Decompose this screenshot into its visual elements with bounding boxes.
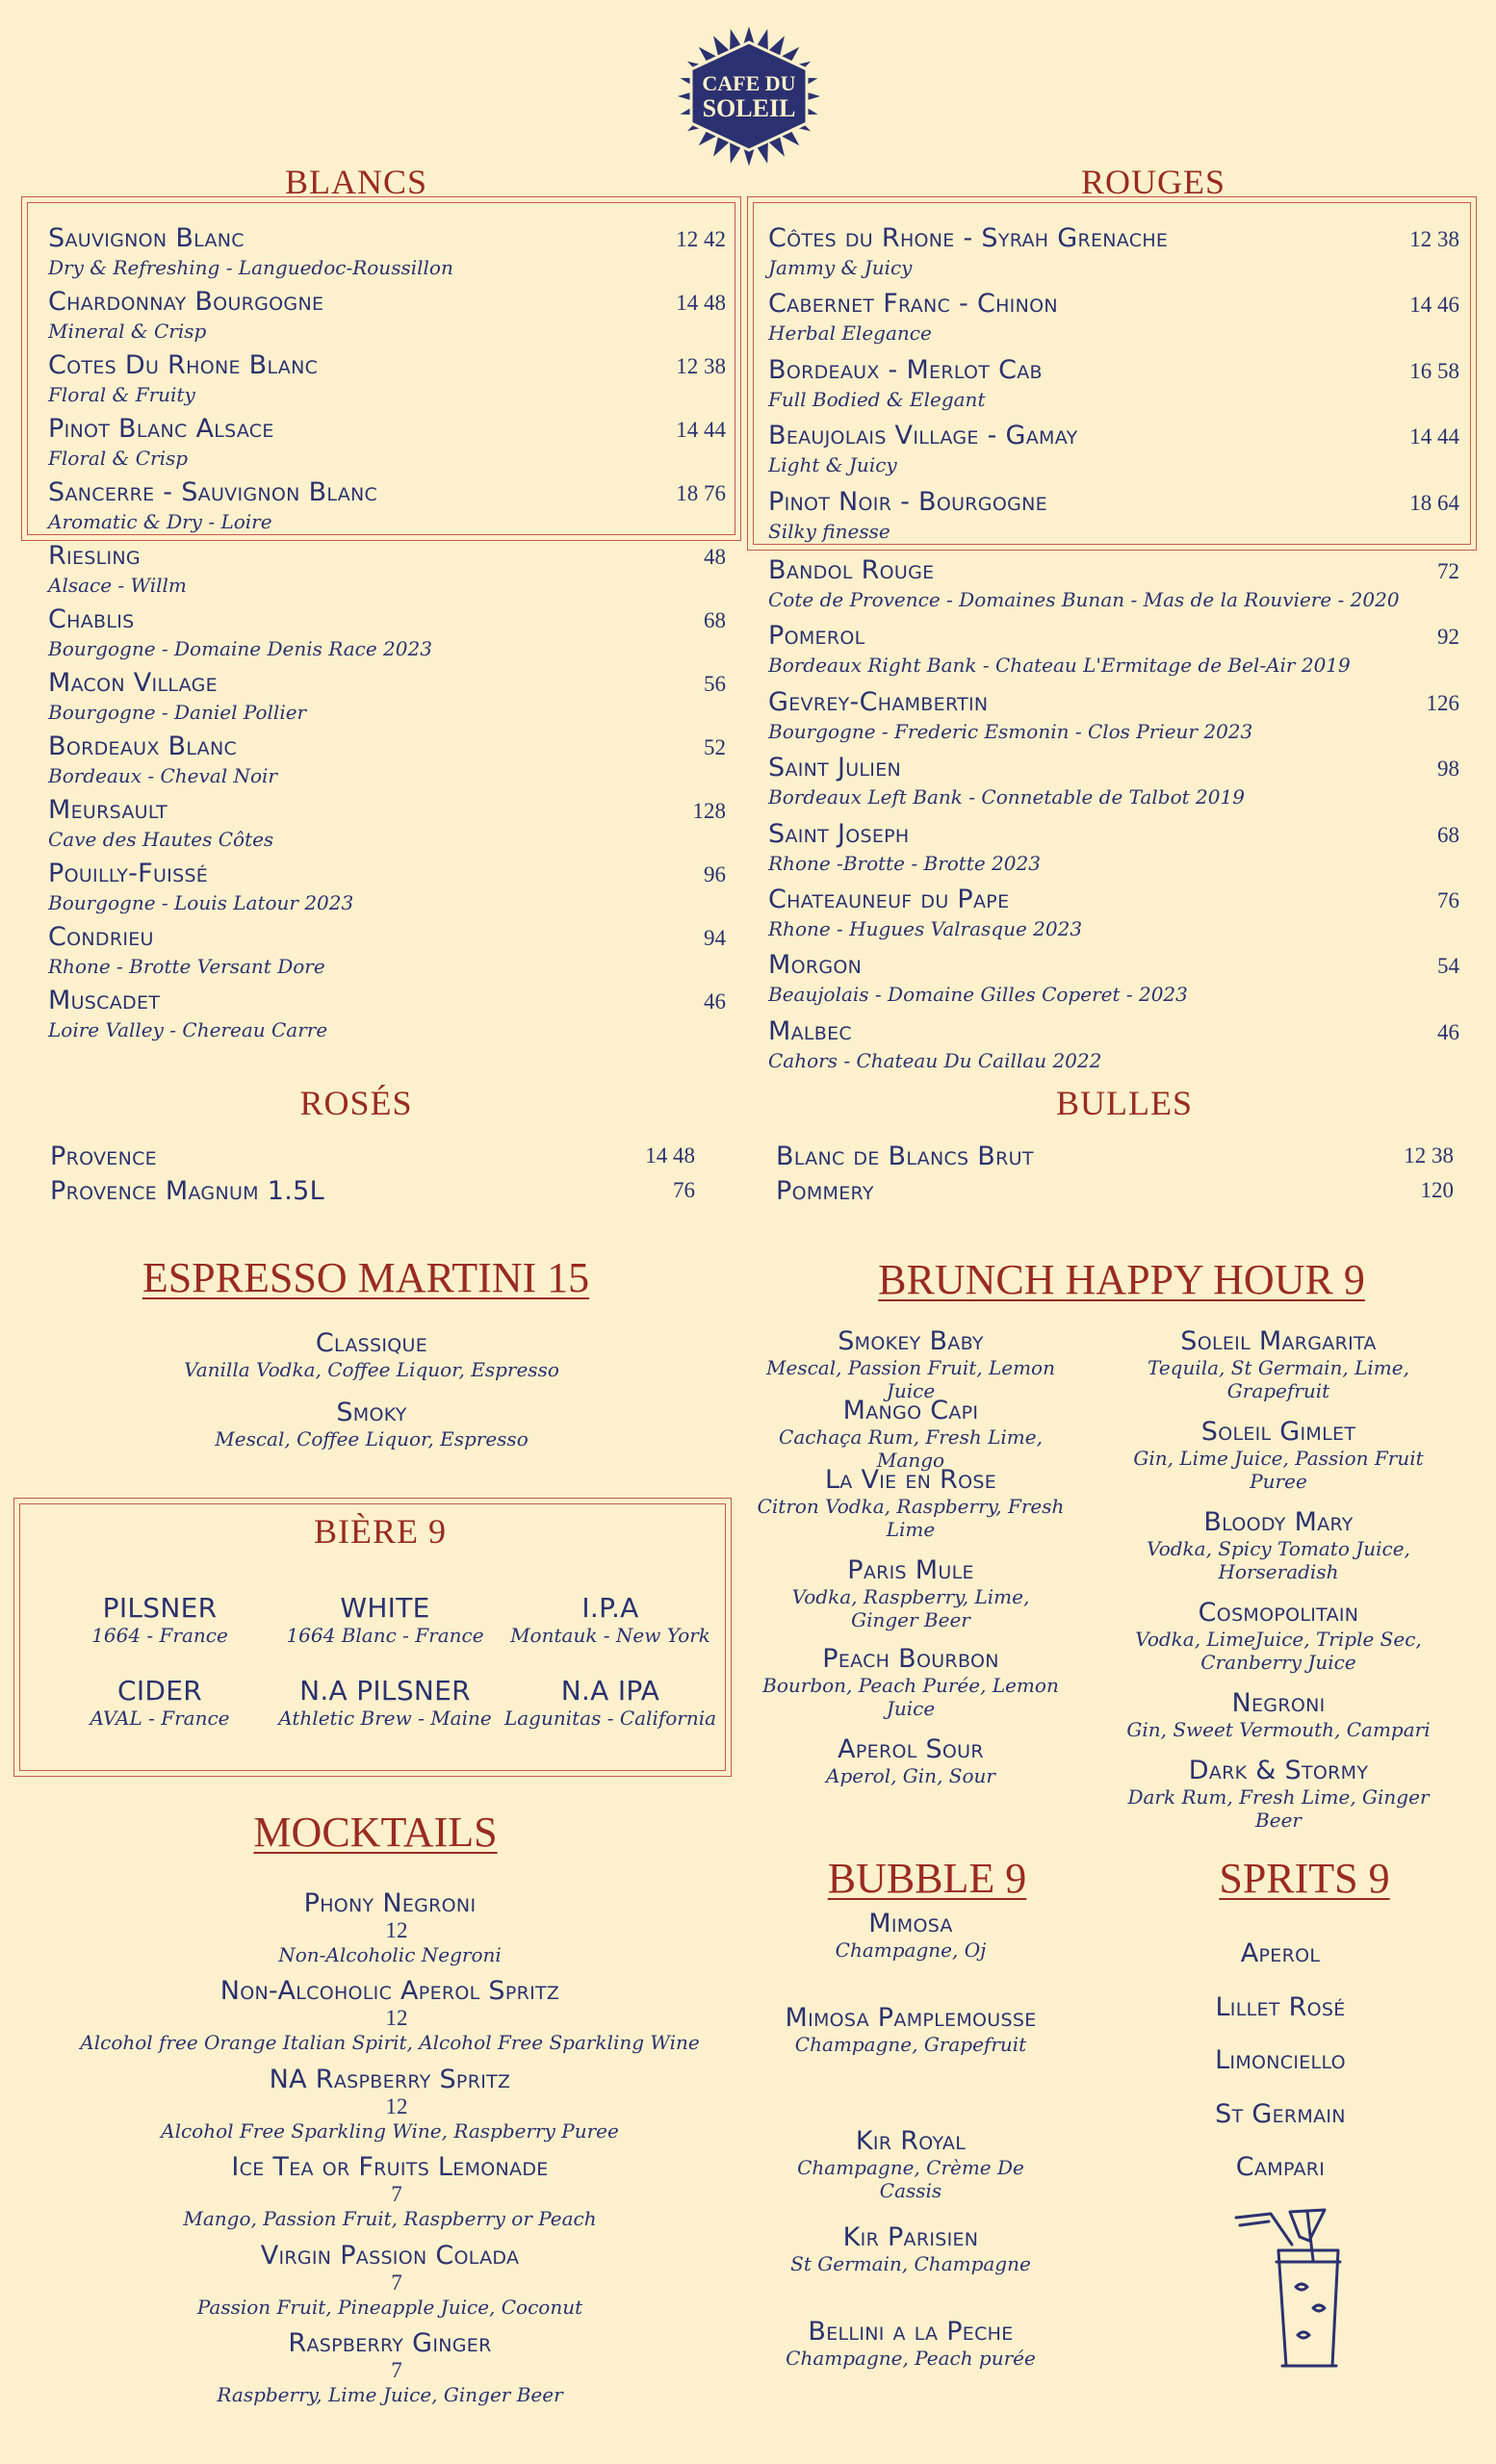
blancs-title: BLANCS (284, 163, 428, 201)
mocktail-title-line (58, 1976, 722, 2031)
biere-item (274, 1592, 496, 1647)
wine-price: 68 (1437, 822, 1459, 847)
wine-description: Bordeaux - Cheval Noir (48, 764, 277, 787)
wine-description: Jammy & Juicy (768, 256, 913, 279)
bubble-item-description: Champagne, Crème De Cassis (797, 2156, 1024, 2202)
wine-name: Pinot Noir - Bourgogne (768, 486, 1047, 517)
brunch-item-name: Peach Bourbon (822, 1644, 999, 1674)
wine-name: Macon Village (48, 668, 218, 698)
wine-price: 54 (1437, 954, 1459, 979)
blancs-wine-item (48, 795, 726, 855)
mocktail-description: Passion Fruit, Pineapple Juice, Coconut (196, 2295, 583, 2319)
wine-name: Morgon (768, 950, 863, 981)
rouges-wine-item (768, 753, 1459, 812)
brunch-item (1124, 1326, 1432, 1402)
mocktail-price: 7 (391, 2182, 402, 2207)
mocktail-item (58, 2241, 722, 2319)
brunch-item-description: Bourbon, Peach Purée, Lemon Juice (762, 1674, 1059, 1720)
brunch-item (1124, 1688, 1432, 1741)
blancs-wine-item (48, 477, 726, 537)
brunch-item-name: Aperol Sour (838, 1734, 984, 1764)
roses-item (50, 1176, 695, 1209)
wine-name: Muscadet (48, 986, 161, 1015)
bubble-item-description: Champagne, Peach purée (786, 2347, 1036, 2370)
wine-name: Beaujolais Village - Gamay (768, 421, 1078, 451)
biere-item (49, 1675, 271, 1730)
wine-description: Bourgogne - Frederic Esmonin - Clos Prieur 2023 (768, 719, 1253, 743)
rouges-wine-item (768, 223, 1459, 283)
rouges-wine-item (768, 885, 1459, 944)
brunch-item-name: Dark & Stormy (1188, 1756, 1369, 1785)
wine-description: Loire Valley - Chereau Carre (48, 1018, 328, 1041)
brunch-item (1124, 1417, 1432, 1493)
bulles-item (776, 1142, 1454, 1174)
bubble-item-description: St Germain, Champagne (790, 2252, 1031, 2275)
bubble-item-name: Kir Royal (855, 2126, 967, 2156)
bubble-title: BUBBLE 9 (827, 1855, 1027, 1902)
bulles-item (776, 1176, 1454, 1209)
bubble-item-name: Bellini a la Peche (808, 2317, 1014, 2347)
roses-item-name: Provence (50, 1142, 157, 1171)
brunch-title: BRUNCH HAPPY HOUR 9 (878, 1256, 1365, 1303)
wine-name: Riesling (48, 541, 141, 571)
wine-name: Bandol Rouge (768, 555, 935, 585)
wine-name: Bordeaux - Merlot Cab (768, 354, 1043, 385)
wine-price: 12 38 (676, 354, 726, 378)
wine-description: Bourgogne - Daniel Pollier (48, 701, 307, 724)
rouges-wine-item (768, 355, 1459, 415)
bulles-item-price: 12 38 (1404, 1143, 1454, 1168)
rouges-wine-item (768, 621, 1459, 680)
espresso-item (150, 1398, 593, 1450)
wine-price: 12 38 (1409, 227, 1459, 251)
bubble-item-name: Kir Parisien (842, 2222, 979, 2252)
mocktail-title-line (58, 1888, 722, 1943)
wine-price: 76 (1437, 888, 1459, 912)
brunch-item-name: La Vie en Rose (824, 1465, 997, 1495)
wine-description: Floral & Crisp (48, 447, 189, 470)
sprits-item: Campari (1235, 2152, 1326, 2182)
biere-item (49, 1592, 271, 1647)
wine-name: Côtes du Rhone - Syrah Grenache (768, 223, 1169, 253)
wine-description: Mineral & Crisp (48, 320, 207, 343)
blancs-wine-item (48, 287, 726, 346)
brunch-item-name: Cosmopolitain (1198, 1598, 1359, 1628)
wine-description: Rhone - Hugues Valrasque 2023 (768, 917, 1083, 940)
rouges-wine-item (768, 687, 1459, 747)
wine-name: Chardonnay Bourgogne (48, 287, 324, 317)
mocktail-price: 12 (385, 2006, 408, 2031)
biere-item-name: N.A PILSNER (299, 1675, 471, 1707)
mocktail-price: 12 (385, 2093, 408, 2118)
brunch-item (757, 1644, 1065, 1720)
brunch-item (1124, 1598, 1432, 1674)
wine-description: Light & Juicy (768, 453, 897, 477)
wine-price: 12 42 (676, 227, 726, 251)
brunch-item-description: Dark Rum, Fresh Lime, Ginger Beer (1127, 1785, 1430, 1832)
wine-price: 94 (704, 926, 726, 950)
wine-name: Sancerre - Sauvignon Blanc (48, 477, 378, 507)
biere-item-description: Lagunitas - California (503, 1707, 717, 1730)
mocktails-title: MOCKTAILS (253, 1809, 498, 1856)
rouges-wine-item (768, 1016, 1459, 1076)
bubble-item-description: Champagne, Grapefruit (794, 2033, 1027, 2056)
roses-item-price: 76 (673, 1178, 695, 1202)
brunch-item-description: Aperol, Gin, Sour (826, 1764, 995, 1787)
brunch-item-description: Vodka, Spicy Tomato Juice, Horseradish (1147, 1537, 1410, 1583)
mocktail-item (58, 2065, 722, 2143)
rouges-wine-item (768, 555, 1459, 615)
brunch-item (757, 1465, 1065, 1541)
espresso-title: ESPRESSO MARTINI 15 (142, 1254, 590, 1301)
wine-description: Bourgogne - Domaine Denis Race 2023 (48, 637, 432, 660)
wine-name: Sauvignon Blanc (48, 223, 245, 253)
rouges-wine-item (768, 950, 1459, 1010)
blancs-wine-item (48, 986, 726, 1045)
bulles-item-name: Pommery (776, 1176, 874, 1206)
brunch-item-name: Soleil Margarita (1180, 1326, 1377, 1356)
brunch-item-description: Gin, Lime Juice, Passion Fruit Puree (1133, 1447, 1424, 1493)
wine-price: 128 (692, 799, 726, 823)
bulles-title: BULLES (1055, 1084, 1193, 1122)
mocktail-title-line (58, 2065, 722, 2119)
blancs-wine-item (48, 223, 726, 283)
wine-description: Dry & Refreshing - Languedoc-Roussillon (48, 256, 453, 279)
wine-price: 14 44 (1409, 424, 1459, 449)
wine-price: 72 (1437, 559, 1459, 583)
blancs-wine-item (48, 350, 726, 410)
sprits-item: St Germain (1215, 2098, 1346, 2129)
brunch-item-description: Citron Vodka, Raspberry, Fresh Lime (757, 1495, 1065, 1541)
brunch-item-name: Bloody Mary (1203, 1507, 1354, 1537)
brunch-item-name: Smokey Baby (838, 1326, 984, 1356)
wine-price: 14 46 (1409, 293, 1459, 318)
biere-item-name: N.A IPA (560, 1675, 660, 1707)
wine-price: 14 44 (676, 418, 726, 442)
wine-description: Floral & Fruity (48, 383, 195, 406)
roses-title: ROSÉS (299, 1084, 413, 1122)
mocktail-price: 7 (391, 2358, 402, 2382)
rouges-wine-item (768, 289, 1459, 348)
biere-item-description: Montauk - New York (510, 1624, 710, 1647)
sprits-title: SPRITS 9 (1219, 1855, 1390, 1902)
biere-title: BIÈRE 9 (314, 1512, 447, 1551)
mocktail-name: Phony Negroni (303, 1888, 477, 1918)
wine-name: Saint Julien (768, 753, 902, 783)
wine-description: Cave des Hautes Côtes (48, 828, 274, 851)
logo-text-line1: CAFE DU (702, 71, 796, 95)
blancs-wine-item (48, 922, 726, 982)
brunch-item-description: Cachaça Rum, Fresh Lime, Mango (779, 1425, 1043, 1472)
wine-description: Cahors - Chateau Du Caillau 2022 (768, 1048, 1102, 1072)
sprits-item: Aperol (1240, 1938, 1321, 1968)
mocktail-name: Non-Alcoholic Aperol Spritz (219, 1976, 560, 2007)
brunch-item (1124, 1756, 1432, 1832)
roses-item-price: 14 48 (645, 1143, 695, 1168)
bubble-item (766, 2004, 1055, 2056)
blancs-wine-item (48, 541, 726, 601)
wine-description: Alsace - Willm (48, 574, 187, 597)
wine-price: 18 64 (1409, 490, 1459, 515)
brunch-item-name: Mango Capi (842, 1396, 979, 1425)
wine-description: Silky finesse (768, 519, 890, 543)
wine-price: 56 (704, 672, 726, 696)
blancs-wine-item (48, 668, 726, 728)
bubble-item (766, 2223, 1055, 2275)
rouges-wine-item (768, 421, 1459, 480)
mocktail-description: Mango, Passion Fruit, Raspberry or Peach (183, 2207, 597, 2231)
wine-description: Full Bodied & Elegant (768, 387, 986, 411)
brunch-item (757, 1326, 1065, 1402)
brunch-item (757, 1396, 1065, 1472)
mocktail-price: 12 (385, 1918, 408, 1942)
mocktail-description: Alcohol Free Sparkling Wine, Raspberry Puree (161, 2118, 619, 2143)
wine-price: 14 48 (676, 291, 726, 315)
wine-price: 46 (704, 989, 726, 1014)
biere-item-description: 1664 Blanc - France (286, 1624, 484, 1647)
logo-text-line2: SOLEIL (702, 94, 796, 122)
sprits-item: Lillet Rosé (1215, 1991, 1346, 2022)
wine-price: 68 (704, 608, 726, 632)
wine-name: Bordeaux Blanc (48, 732, 238, 761)
logo (660, 21, 838, 171)
espresso-item-name: Classique (315, 1328, 428, 1358)
blancs-wine-item (48, 604, 726, 664)
mocktail-item (58, 2152, 722, 2230)
espresso-item-name: Smoky (336, 1398, 407, 1427)
blancs-wine-item (48, 732, 726, 791)
brunch-item (757, 1734, 1065, 1787)
sprits-item: Limonciello (1215, 2045, 1346, 2075)
roses-item (50, 1142, 695, 1174)
bubble-item-name: Mimosa Pamplemousse (785, 2003, 1037, 2033)
mocktail-item (58, 1976, 722, 2054)
wine-name: Condrieu (48, 922, 154, 952)
rouges-wine-item (768, 487, 1459, 547)
brunch-item-description: Vodka, Raspberry, Lime, Ginger Beer (791, 1585, 1030, 1631)
wine-name: Chablis (48, 604, 135, 634)
wine-price: 18 76 (676, 481, 726, 505)
bubble-item-name: Mimosa (868, 1909, 953, 1938)
wine-price: 48 (704, 545, 726, 569)
wine-name: Pinot Blanc Alsace (48, 414, 274, 444)
bubble-item (766, 2127, 1055, 2202)
brunch-item-description: Mescal, Passion Fruit, Lemon Juice (766, 1356, 1055, 1402)
mocktail-title-line (58, 2241, 722, 2296)
mocktail-name: Ice Tea or Fruits Lemonade (231, 2152, 549, 2183)
biere-item (274, 1675, 496, 1730)
mocktail-description: Non-Alcoholic Negroni (278, 1943, 502, 1966)
rouges-title: ROUGES (1080, 163, 1226, 201)
blancs-wine-item (48, 414, 726, 474)
wine-description: Rhone -Brotte - Brotte 2023 (768, 851, 1041, 875)
wine-price: 96 (704, 862, 726, 886)
bubble-item (766, 2318, 1055, 2370)
biere-item-description: Athletic Brew - Maine (278, 1707, 492, 1730)
bubble-item-description: Champagne, Oj (835, 1938, 987, 1962)
blancs-wine-item (48, 859, 726, 918)
wine-name: Malbec (768, 1015, 852, 1046)
brunch-item (1124, 1507, 1432, 1583)
brunch-item-description: Gin, Sweet Vermouth, Campari (1126, 1718, 1431, 1741)
brunch-item-name: Negroni (1231, 1688, 1326, 1718)
biere-item-description: AVAL - France (90, 1707, 230, 1730)
wine-description: Beaujolais - Domaine Gilles Coperet - 2023 (768, 983, 1188, 1007)
roses-item-name: Provence Magnum 1.5L (50, 1176, 324, 1206)
wine-price: 98 (1437, 757, 1459, 782)
wine-price: 16 58 (1409, 358, 1459, 383)
mocktail-item (58, 1888, 722, 1966)
rouges-wine-item (768, 819, 1459, 879)
wine-price: 52 (704, 735, 726, 759)
wine-name: Pomerol (768, 621, 865, 652)
wine-description: Bordeaux Right Bank - Chateau L'Ermitage de Bel-Air 2019 (768, 654, 1351, 678)
mocktail-name: NA Raspberry Spritz (269, 2064, 511, 2094)
wine-description: Cote de Provence - Domaines Bunan - Mas de la Rouviere - 2020 (768, 588, 1400, 611)
wine-price: 46 (1437, 1019, 1459, 1044)
wine-name: Saint Joseph (768, 818, 910, 849)
wine-price: 92 (1437, 625, 1459, 650)
wine-price: 126 (1426, 690, 1459, 715)
biere-item-description: 1664 - France (91, 1624, 228, 1647)
espresso-item-description: Vanilla Vodka, Coffee Liquor, Espresso (184, 1358, 559, 1381)
wine-description: Bourgogne - Louis Latour 2023 (48, 891, 354, 914)
wine-name: Chateauneuf du Pape (768, 885, 1010, 914)
biere-item-name: WHITE (340, 1592, 430, 1624)
wine-description: Aromatic & Dry - Loire (48, 510, 272, 533)
mocktail-title-line (58, 2328, 722, 2383)
mocktail-item (58, 2328, 722, 2406)
wine-description: Rhone - Brotte Versant Dore (48, 955, 325, 978)
bulles-item-price: 120 (1420, 1178, 1454, 1202)
mocktail-name: Raspberry Ginger (288, 2328, 492, 2358)
brunch-item-name: Paris Mule (847, 1555, 974, 1585)
mocktail-name: Virgin Passion Colada (260, 2240, 520, 2271)
mocktail-price: 7 (391, 2270, 402, 2295)
mocktail-title-line (58, 2152, 722, 2207)
biere-item-name: CIDER (116, 1675, 202, 1707)
wine-name: Meursault (48, 795, 168, 825)
biere-item (500, 1592, 721, 1647)
biere-item-name: PILSNER (102, 1592, 218, 1624)
wine-name: Pouilly-Fuissé (48, 859, 209, 888)
mocktail-description: Alcohol free Orange Italian Spirit, Alcohol Free Sparkling Wine (80, 2031, 700, 2055)
wine-name: Cabernet Franc - Chinon (768, 289, 1058, 320)
espresso-item (150, 1328, 593, 1381)
brunch-item-description: Vodka, LimeJuice, Triple Sec, Cranberry Juice (1135, 1628, 1422, 1674)
bubble-item (766, 1910, 1055, 1962)
brunch-item-name: Soleil Gimlet (1200, 1417, 1356, 1447)
wine-name: Gevrey-Chambertin (768, 686, 989, 717)
brunch-item (757, 1555, 1065, 1631)
biere-item (500, 1675, 721, 1730)
wine-description: Herbal Elegance (768, 321, 932, 346)
cocktail-illustration (1232, 2202, 1367, 2375)
bulles-item-name: Blanc de Blancs Brut (776, 1142, 1034, 1171)
mocktail-description: Raspberry, Lime Juice, Ginger Beer (217, 2383, 563, 2406)
biere-item-name: I.P.A (581, 1592, 639, 1624)
brunch-item-description: Tequila, St Germain, Lime, Grapefruit (1148, 1356, 1409, 1402)
cocktail-glass-icon (1232, 2202, 1367, 2375)
espresso-item-description: Mescal, Coffee Liquor, Espresso (215, 1427, 529, 1450)
wine-name: Cotes Du Rhone Blanc (48, 350, 319, 380)
wine-description: Bordeaux Left Bank - Connetable de Talbot 2019 (768, 785, 1245, 809)
